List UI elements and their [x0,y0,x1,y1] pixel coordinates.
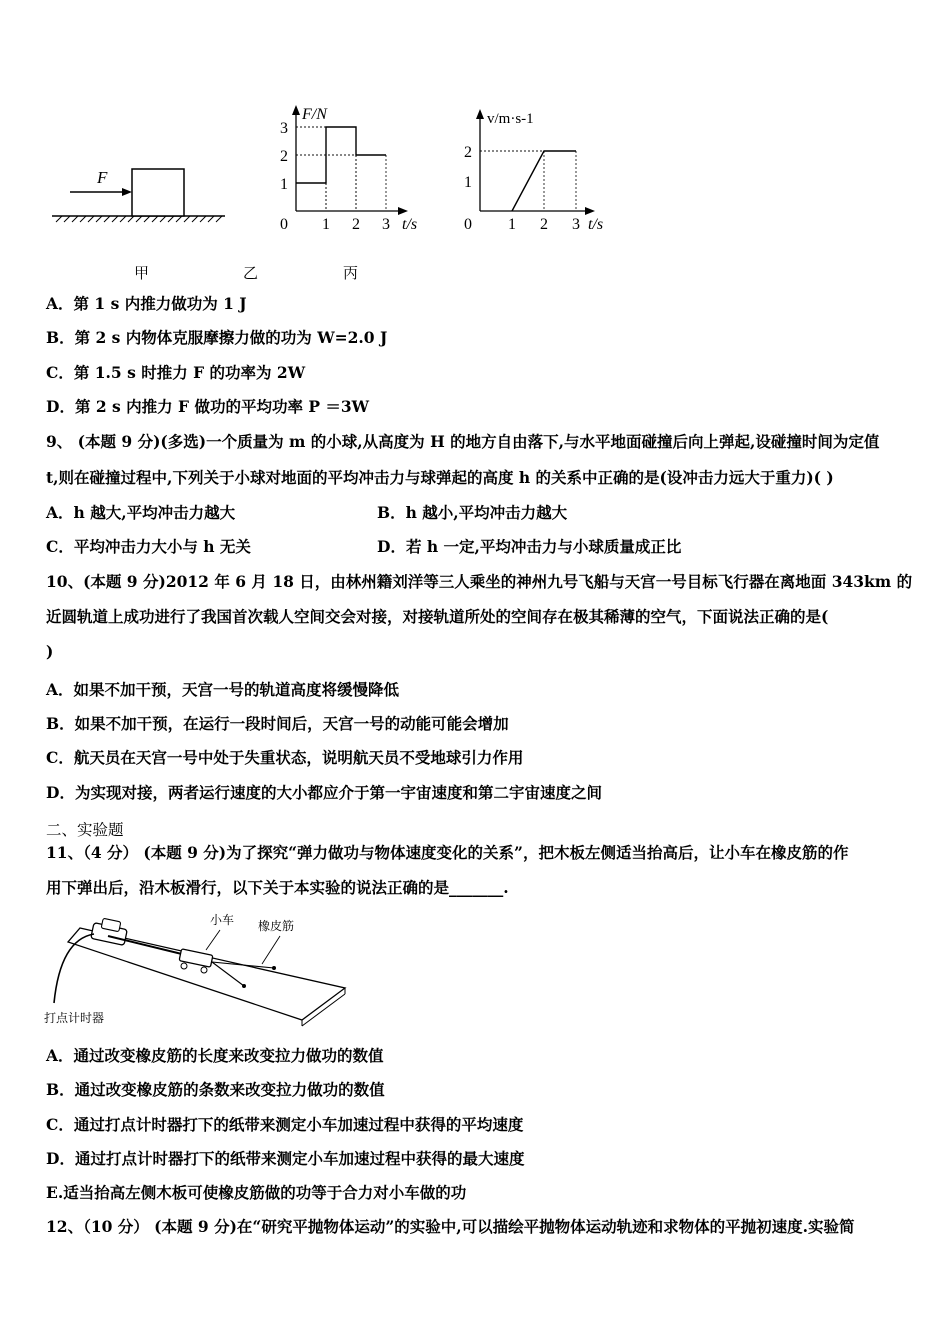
q11-option-a: A．通过改变橡皮筋的长度来改变拉力做功的数值 [46,1046,384,1065]
q11-stem-line2: 用下弹出后，沿木板滑行，以下关于本实验的说法正确的是_______. [46,878,509,897]
label-timer: 打点计时器 [44,1011,105,1025]
q9-stem-line1: 9、 (本题 9 分)(多选)一个质量为 m 的小球,从高度为 H 的地方自由落下,与水平地面碰撞后向上弹起,设碰撞时间为定值 [46,432,880,451]
q10-option-b: B．如果不加干预，在运行一段时间后，天宫一号的动能可能会增加 [46,714,509,733]
q11-option-e: E.适当抬高左侧木板可使橡皮筋做的功等于合力对小车做的功 [46,1183,467,1202]
q8-option-a: A．第 1 s 内推力做功为 1 J [46,294,247,313]
caption-yi: 乙 [243,264,259,282]
q11-option-d: D．通过打点计时器打下的纸带来测定小车加速过程中获得的最大速度 [46,1149,525,1168]
q12-stem-line1: 12、（10 分） (本题 9 分)在“研究平抛物体运动”的实验中,可以描绘平抛物体运动轨迹和求物体的平抛初速度.实验简 [46,1217,855,1236]
yi-y-tick-3: 3 [280,120,288,137]
label-car: 小车 [210,913,235,927]
q9-option-c: C．平均冲击力大小与 h 无关 [46,537,251,556]
yi-x-tick-3: 3 [382,216,390,233]
caption-bing: 丙 [343,264,359,282]
q8-option-c: C．第 1.5 s 时推力 F 的功率为 2W [46,363,306,382]
q9-option-a: A．h 越大,平均冲击力越大 [46,503,236,522]
q11-option-b: B．通过改变橡皮筋的条数来改变拉力做功的数值 [46,1080,385,1099]
q9-option-d: D．若 h 一定,平均冲击力与小球质量成正比 [377,537,682,556]
bing-x-tick-3: 3 [572,216,580,233]
q10-stem-line1: 10、(本题 9 分)2012 年 6 月 18 日，由林州籍刘洋等三人乘坐的神州九号飞船与天宫一号目标飞行器在离地面 343km 的 [46,572,913,591]
bing-y-tick-1: 1 [464,174,472,191]
caption-jia: 甲 [134,264,150,282]
q10-stem-line3: ) [46,642,54,661]
yi-y-tick-2: 2 [280,148,288,165]
bing-y-tick-2: 2 [464,144,472,161]
bing-x-axis-label: t/s [588,216,604,233]
yi-x-tick-1: 1 [322,216,330,233]
panel-bing [464,109,603,233]
yi-y-tick-1: 1 [280,176,288,193]
figure-jia-yi-bing [40,95,640,250]
q8-option-d: D．第 2 s 内推力 F 做功的平均功率 P ＝3W [46,397,370,416]
q8-option-b: B．第 2 s 内物体克服摩擦力做的功为 W=2.0 J [46,328,388,347]
panel-jia [52,168,225,222]
yi-x-tick-0: 0 [280,216,288,233]
force-label: F [97,168,108,187]
label-rubber-band: 橡皮筋 [258,919,295,933]
q10-stem-line2: 近圆轨道上成功进行了我国首次载人空间交会对接，对接轨道所处的空间存在极其稀薄的空气，下面说法正确的是( [46,607,829,626]
bing-y-axis-label: v/m·s-1 [487,111,534,127]
yi-x-tick-2: 2 [352,216,360,233]
figure-experiment-apparatus [40,908,360,1033]
q9-option-b: B．h 越小,平均冲击力越大 [377,503,568,522]
yi-y-axis-label: F/N [302,106,327,123]
q11-stem-line1: 11、（4 分） (本题 9 分)为了探究“弹力做功与物体速度变化的关系”，把木板左侧适当抬高后，让小车在橡皮筋的作 [46,843,849,862]
section-heading: 二、实验题 [46,821,124,839]
q9-stem-line2: t,则在碰撞过程中,下列关于小球对地面的平均冲击力与球弹起的高度 h 的关系中正确的是(设冲击力远大于重力)( ) [46,468,834,487]
yi-x-axis-label: t/s [402,216,418,233]
q11-option-c: C．通过打点计时器打下的纸带来测定小车加速过程中获得的平均速度 [46,1115,524,1134]
block [132,169,184,216]
bing-x-tick-2: 2 [540,216,548,233]
q10-option-d: D．为实现对接，两者运行速度的大小都应介于第一宇宙速度和第二宇宙速度之间 [46,783,602,802]
panel-yi [280,105,417,233]
bing-x-tick-1: 1 [508,216,516,233]
q10-option-a: A．如果不加干预，天宫一号的轨道高度将缓慢降低 [46,680,400,699]
q10-option-c: C．航天员在天宫一号中处于失重状态，说明航天员不受地球引力作用 [46,748,524,767]
bing-x-tick-0: 0 [464,216,472,233]
